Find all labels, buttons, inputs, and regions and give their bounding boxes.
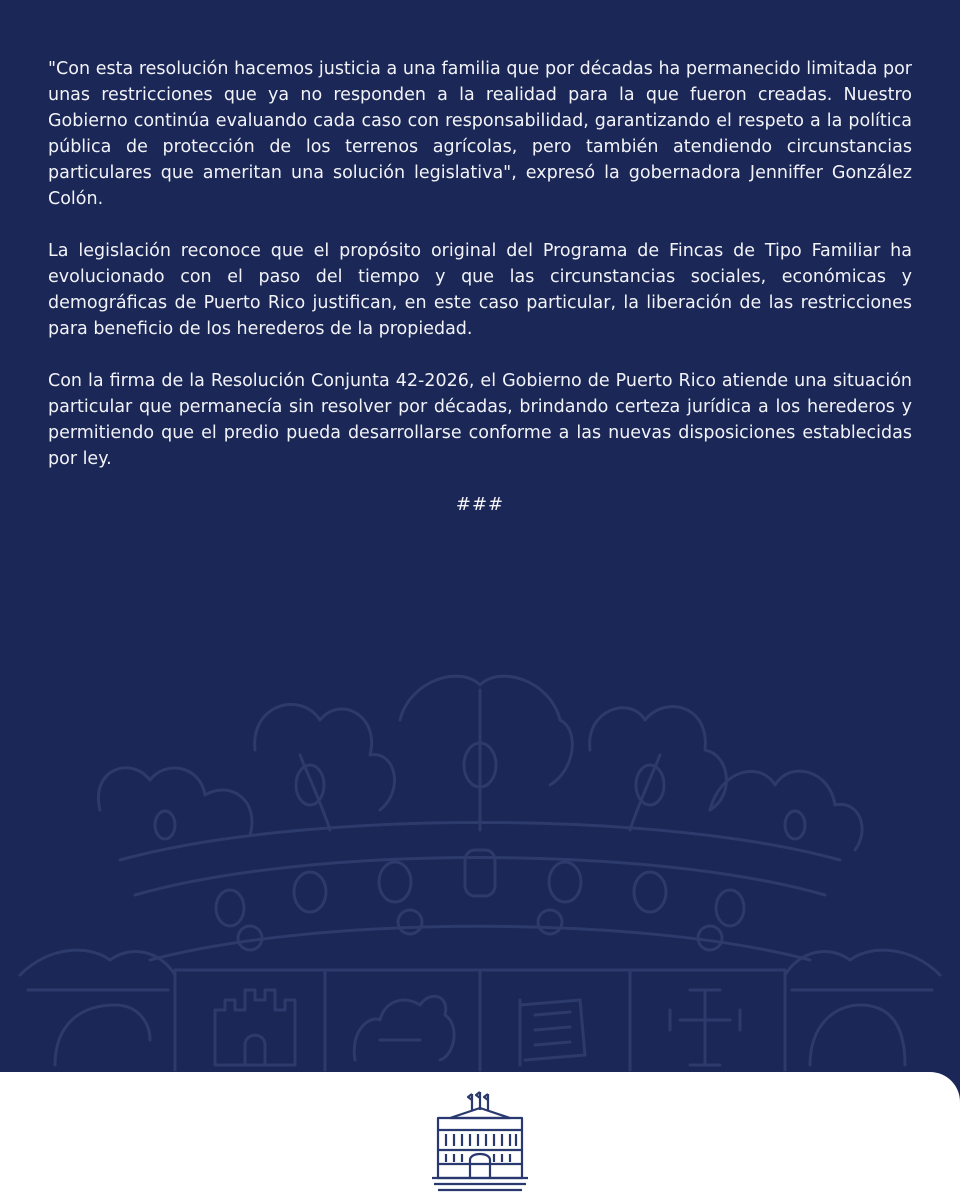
- paragraph-legislation: La legislación reconoce que el propósito original del Programa de Fincas de Tipo Familiar ha evolucionado con el paso del tiempo y que las circunstancias sociales, económicas y demográficas de Puerto Rico justifican, en este caso particular, la liberación de las restricciones para beneficio de los herederos de la propiedad.: [48, 241, 912, 339]
- crown-coat-of-arms-icon: [0, 660, 960, 1080]
- press-release-body: [48, 56, 912, 498]
- footer-bar: [0, 1072, 960, 1200]
- la-fortaleza-building-icon: [430, 1090, 530, 1194]
- end-of-release-mark: ###: [455, 494, 505, 515]
- paragraph-quote: "Con esta resolución hacemos justicia a una familia que por décadas ha permanecido limitada por unas restricciones que ya no responden a la realidad para la que fueron creadas. Nuestro Gobierno continúa evaluando cada caso con responsabilidad, garantizando el respeto a la política pública de protección de los terrenos agrícolas, pero también atendiendo circunstancias particulares que ameritan una solución legislativa", expresó la gobernadora Jenniffer González Colón.: [48, 59, 912, 209]
- paragraph-resolution: Con la firma de la Resolución Conjunta 42-2026, el Gobierno de Puerto Rico atiende una situación particular que permanecía sin resolver por décadas, brindando certeza jurídica a los herederos y permitiendo que el predio pueda desarrollarse conforme a las nuevas disposiciones establecidas por ley.: [48, 371, 912, 469]
